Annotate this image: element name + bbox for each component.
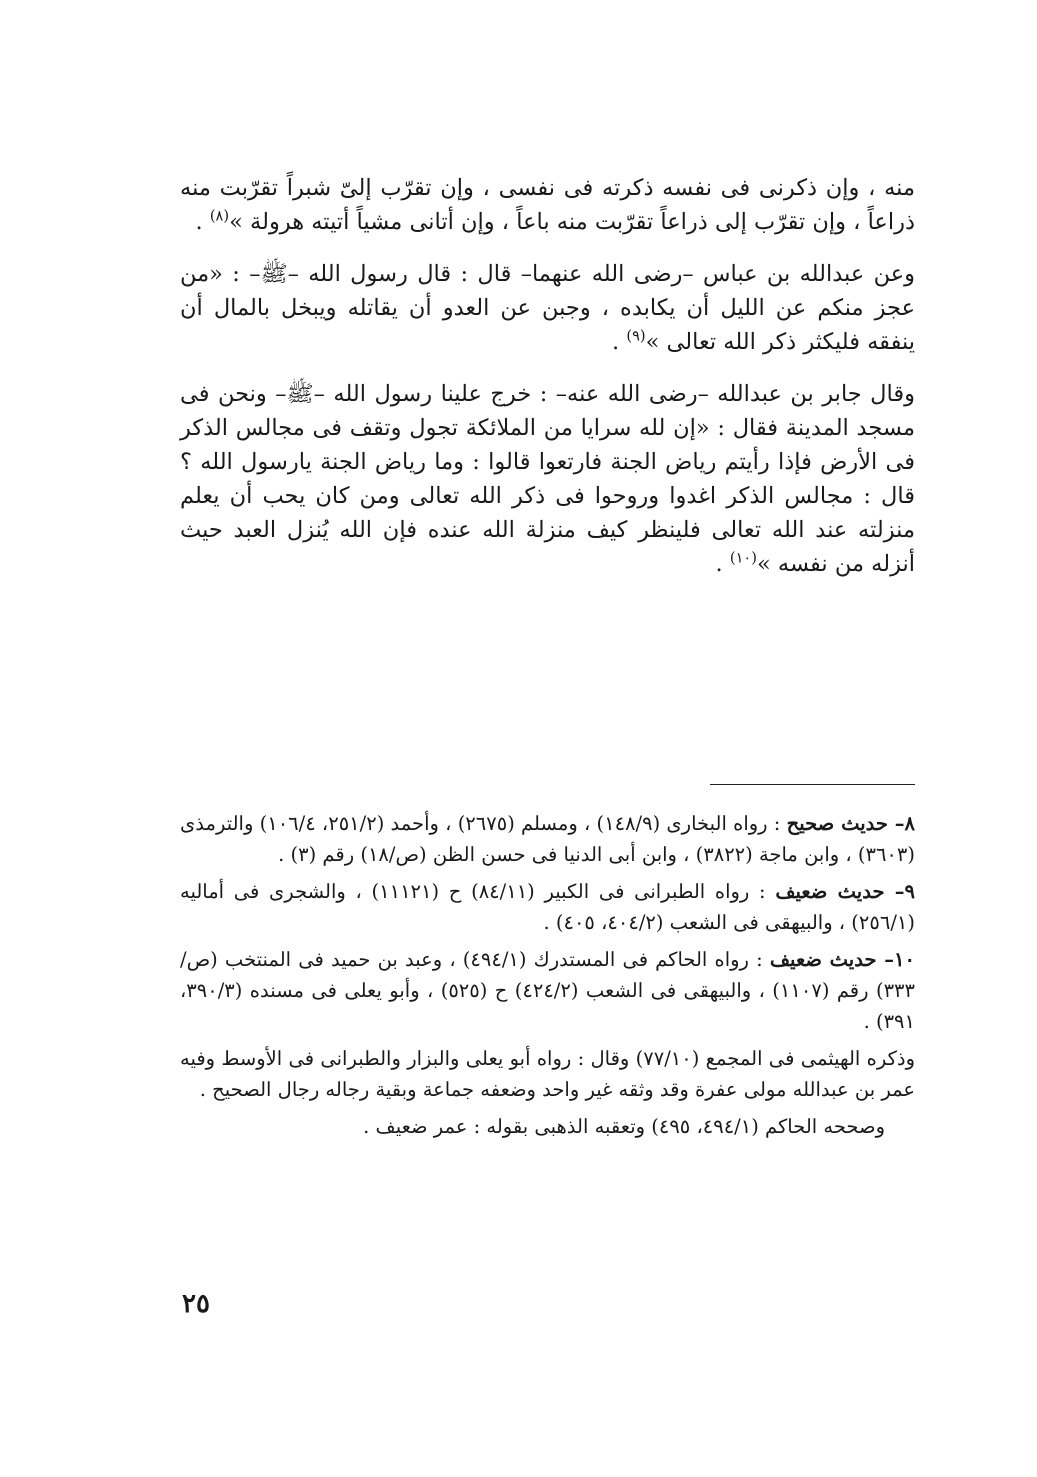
footnote-8 [180,808,915,870]
page-number: ٢٥ [182,1289,210,1319]
footnote-10-note-1: وذكره الهيثمى فى المجمع (٧٧/١٠) وقال : رواه أبو يعلى والبزار والطبرانى فى الأوسط وفيه عمر بن عبدالله مولى عفرة وقد وثقه غير واحد وضعفه جماعة وبقية رجاله رجال الصحيح . [180,1047,915,1101]
paragraph-3 [180,377,915,581]
paragraph-3-text: وقال جابر بن عبدالله –رضى الله عنه– : خرج علينا رسول الله –ﷺ– ونحن فى مسجد المدينة فقال : «إن لله سرايا من الملائكة تجول وتقف فى مجالس الذكر فى الأرض فإذا رأيتم رياض الجنة فارتعوا قالوا : وما رياض الجنة يارسول الله ؟ قال : مجالس الذكر اغدوا وروحوا فى ذكر الله تعالى ومن كان يحب أن يعلم منزلته عند الله تعالى فلينظر كيف منزلة الله عنده فإن الله يُنزل العبد حيث أنزله من نفسه » [180,381,915,577]
footnote-9 [180,876,915,938]
footnote-10-label: ١٠– حديث ضعيف [769,948,915,971]
footnote-ref-9: (٩) [626,327,646,345]
paragraph-2-end: . [612,329,627,355]
paragraph-3-end: . [715,551,730,577]
footnote-10-text: : رواه الحاكم فى المستدرك (٤٩٤/١) ، وعبد بن حميد فى المنتخب (ص/٣٣٣) رقم (١١٠٧) ، والبيهقى فى الشعب (٤٢٤/٢) ح (٥٢٥) ، وأبو يعلى فى مسنده (٣٩٠/٣، ٣٩١) . [180,948,915,1033]
main-text [180,171,915,595]
paragraph-1-end: . [195,209,210,235]
footnote-10-note-2: وصححه الحاكم (٤٩٤/١، ٤٩٥) وتعقبه الذهبى بقوله : عمر ضعيف . [363,1115,885,1138]
footnotes [180,808,915,1148]
footnote-ref-10: (١٠) [729,549,757,567]
footnote-10 [180,944,915,1037]
paragraph-1 [180,171,915,239]
paragraph-2-text: وعن عبدالله بن عباس –رضى الله عنهما– قال : قال رسول الله –ﷺ– : «من عجز منكم عن الليل أن يكابده ، وجبن عن العدو أن يقاتله ويبخل بالمال أن ينفقه فليكثر ذكر الله تعالى » [180,261,915,355]
footnote-9-text: : رواه الطبرانى فى الكبير (٨٤/١١) ح (١١١٢١) ، والشجرى فى أماليه (٢٥٦/١) ، والبيهقى فى الشعب (٤٠٤/٢، ٤٠٥) . [180,880,915,934]
footnote-separator [710,784,915,785]
footnote-ref-8: (٨) [209,207,230,225]
paragraph-2 [180,257,915,359]
paragraph-1-text: منه ، وإن ذكرنى فى نفسه ذكرته فى نفسى ، وإن تقرّب إلىّ شبراً تقرّبت منه ذراعاً ، وإن تقرّب إلى ذراعاً تقرّبت منه باعاً ، وإن أتانى مشياً أتيته هرولة » [180,175,915,235]
footnote-8-text: : رواه البخارى (١٤٨/٩) ، ومسلم (٢٦٧٥) ، وأحمد (٢٥١/٢، ١٠٦/٤) والترمذى (٣٦٠٣) ، وابن ماجة (٣٨٢٢) ، وابن أبى الدنيا فى حسن الظن (ص/١٨) رقم (٣) . [180,812,915,866]
footnote-9-label: ٩– حديث ضعيف [775,880,916,903]
footnote-8-label: ٨– حديث صحيح [786,812,915,835]
